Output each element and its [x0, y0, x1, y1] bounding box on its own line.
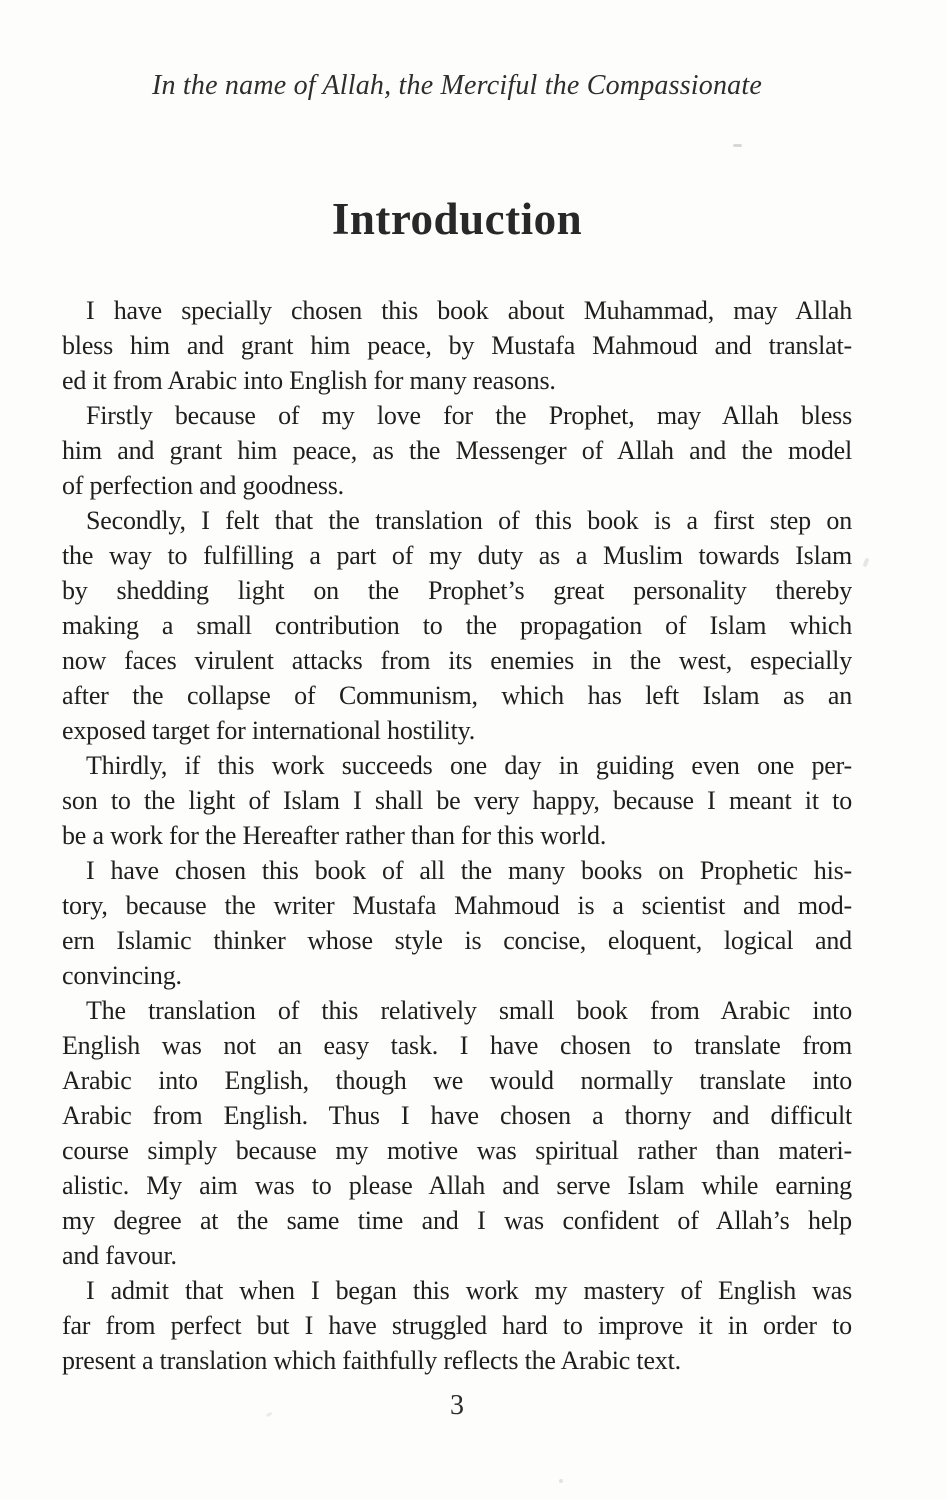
body-line: I admit that when I began this work my mastery of English was: [86, 1276, 852, 1305]
body-line: Arabic from English. Thus I have chosen a thorny and difficult: [62, 1101, 852, 1130]
scan-artifact: [733, 144, 742, 147]
body-line: be a work for the Hereafter rather than for this world.: [62, 821, 607, 850]
body-line: I have chosen this book of all the many books on Prophetic his-: [86, 856, 852, 885]
scan-artifact: [559, 1479, 563, 1483]
chapter-heading: Introduction: [331, 194, 583, 244]
body-line: present a translation which faithfully reflects the Arabic text.: [62, 1346, 681, 1375]
body-line: and favour.: [62, 1241, 177, 1270]
body-line: by shedding light on the Prophet’s great personality thereby: [62, 576, 852, 605]
body-line: bless him and grant him peace, by Mustafa Mahmoud and translat-: [62, 331, 852, 360]
scan-artifact: [863, 558, 870, 568]
body-line: now faces virulent attacks from its enemies in the west, especially: [62, 646, 852, 675]
body-line: after the collapse of Communism, which has left Islam as an: [62, 681, 852, 710]
body-line: my degree at the same time and I was confident of Allah’s help: [62, 1206, 852, 1235]
body-line: of perfection and goodness.: [62, 471, 344, 500]
paragraph: [62, 503, 852, 748]
paragraph: [62, 748, 852, 853]
body-line: convincing.: [62, 961, 182, 990]
paragraph: [62, 1273, 852, 1378]
body-line: Firstly because of my love for the Prophet, may Allah bless: [86, 401, 852, 430]
body-text: [62, 293, 852, 1378]
body-line: son to the light of Islam I shall be very happy, because I meant it to: [62, 786, 852, 815]
body-line: ern Islamic thinker whose style is concise, eloquent, logical and: [62, 926, 852, 955]
body-line: Secondly, I felt that the translation of this book is a first step on: [86, 506, 852, 535]
bismillah-line: In the name of Allah, the Merciful the Compassionate: [152, 70, 762, 101]
paragraph: [62, 853, 852, 993]
paragraph: [62, 398, 852, 503]
page-number: 3: [450, 1390, 464, 1421]
body-line: The translation of this relatively small book from Arabic into: [86, 996, 852, 1025]
body-line: I have specially chosen this book about Muhammad, may Allah: [86, 296, 852, 325]
paragraph: [62, 293, 852, 398]
body-line: course simply because my motive was spiritual rather than materi-: [62, 1136, 852, 1165]
body-line: Thirdly, if this work succeeds one day in guiding even one per-: [86, 751, 852, 780]
body-line: the way to fulfilling a part of my duty as a Muslim towards Islam: [62, 541, 852, 570]
body-line: tory, because the writer Mustafa Mahmoud is a scientist and mod-: [62, 891, 852, 920]
body-line: far from perfect but I have struggled hard to improve it in order to: [62, 1311, 852, 1340]
body-line: English was not an easy task. I have chosen to translate from: [62, 1031, 852, 1060]
body-line: alistic. My aim was to please Allah and serve Islam while earning: [62, 1171, 852, 1200]
body-line: ed it from Arabic into English for many reasons.: [62, 366, 556, 395]
paragraph: [62, 993, 852, 1273]
body-line: making a small contribution to the propagation of Islam which: [62, 611, 852, 640]
body-line: Arabic into English, though we would normally translate into: [62, 1066, 852, 1095]
body-line: exposed target for international hostility.: [62, 716, 476, 745]
body-line: him and grant him peace, as the Messenger of Allah and the model: [62, 436, 852, 465]
